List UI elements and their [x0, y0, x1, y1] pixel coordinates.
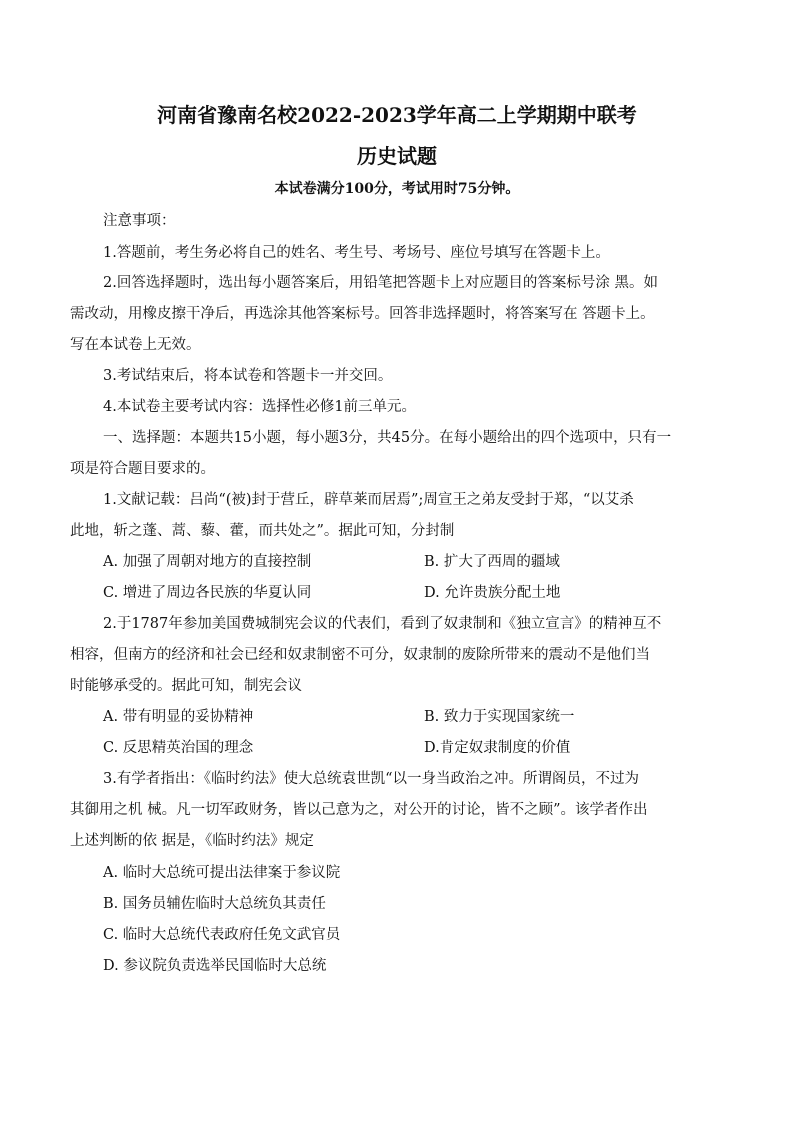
document-title: 河南省豫南名校2022-2023学年高二上学期期中联考 [157, 103, 637, 127]
question-2-line-1: 2.于1787年参加美国费城制宪会议的代表们，看到了奴隶制和《独立宣言》的精神互不 [103, 616, 662, 632]
section-intro-line-2: 项是符合题目要求的。 [70, 461, 215, 477]
section-intro-line-1: 一、选择题：本题共15小题，每小题3分，共45分。在每小题给出的四个选项中，只有一 [103, 430, 672, 446]
question-1-option-a: A. 加强了周朝对地方的直接控制 [103, 554, 312, 570]
note-item-3: 3.考试结束后，将本试卷和答题卡一并交回。 [103, 368, 393, 384]
exam-info: 本试卷满分100分，考试用时75分钟。 [274, 181, 520, 197]
question-2-option-d: D.肯定奴隶制度的价值 [424, 740, 571, 756]
note-item-2-line-3: 写在本试卷上无效。 [70, 337, 201, 353]
question-1-line-1: 1.文献记载：吕尚“(被)封于营丘，辟草莱而居焉”;周宣王之弟友受封于郑，“以艾杀 [103, 492, 634, 508]
question-3-option-b: B. 国务员辅佐临时大总统负其责任 [103, 896, 326, 912]
question-2-line-3: 时能够承受的。据此可知，制宪会议 [70, 678, 302, 694]
document-subtitle: 历史试题 [357, 144, 437, 168]
note-item-2-line-1: 2.回答选择题时，选出每小题答案后，用铅笔把答题卡上对应题目的答案标号涂 黑。如 [103, 275, 658, 291]
note-item-2-line-2: 需改动，用橡皮擦干净后，再选涂其他答案标号。回答非选择题时，将答案写在 答题卡上。 [70, 306, 655, 322]
question-2-option-c: C. 反思精英治国的理念 [103, 740, 254, 756]
question-2-option-b: B. 致力于实现国家统一 [424, 709, 575, 725]
question-1-option-d: D. 允许贵族分配土地 [424, 585, 561, 601]
note-item-1: 1.答题前，考生务必将自己的姓名、考生号、考场号、座位号填写在答题卡上。 [103, 245, 610, 261]
question-3-line-1: 3.有学者指出：《临时约法》使大总统袁世凯“以一身当政治之冲。所谓阁员，不过为 [103, 771, 639, 787]
question-2-option-a: A. 带有明显的妥协精神 [103, 709, 254, 725]
question-1-option-b: B. 扩大了西周的疆域 [424, 554, 560, 570]
note-item-4: 4.本试卷主要考试内容：选择性必修1前三单元。 [103, 399, 417, 415]
question-3-line-3: 上述判断的依 据是，《临时约法》规定 [70, 833, 314, 849]
question-3-option-a: A. 临时大总统可提出法律案于参议院 [103, 865, 341, 881]
notes-heading: 注意事项： [103, 213, 176, 229]
question-3-option-c: C. 临时大总统代表政府任免文武官员 [103, 927, 341, 943]
question-1-option-c: C. 增进了周边各民族的华夏认同 [103, 585, 312, 601]
question-3-option-d: D. 参议院负责选举民国临时大总统 [103, 958, 327, 974]
question-1-line-2: 此地，斩之蓬、蒿、藜、藿，而共处之”。据此可知，分封制 [70, 523, 455, 539]
question-3-line-2: 其御用之机 械。凡一切军政财务，皆以己意为之，对公开的讨论，皆不之顾”。该学者作出 [70, 802, 648, 818]
question-2-line-2: 相容，但南方的经济和社会已经和奴隶制密不可分，奴隶制的废除所带来的震动不是他们当 [70, 647, 650, 663]
